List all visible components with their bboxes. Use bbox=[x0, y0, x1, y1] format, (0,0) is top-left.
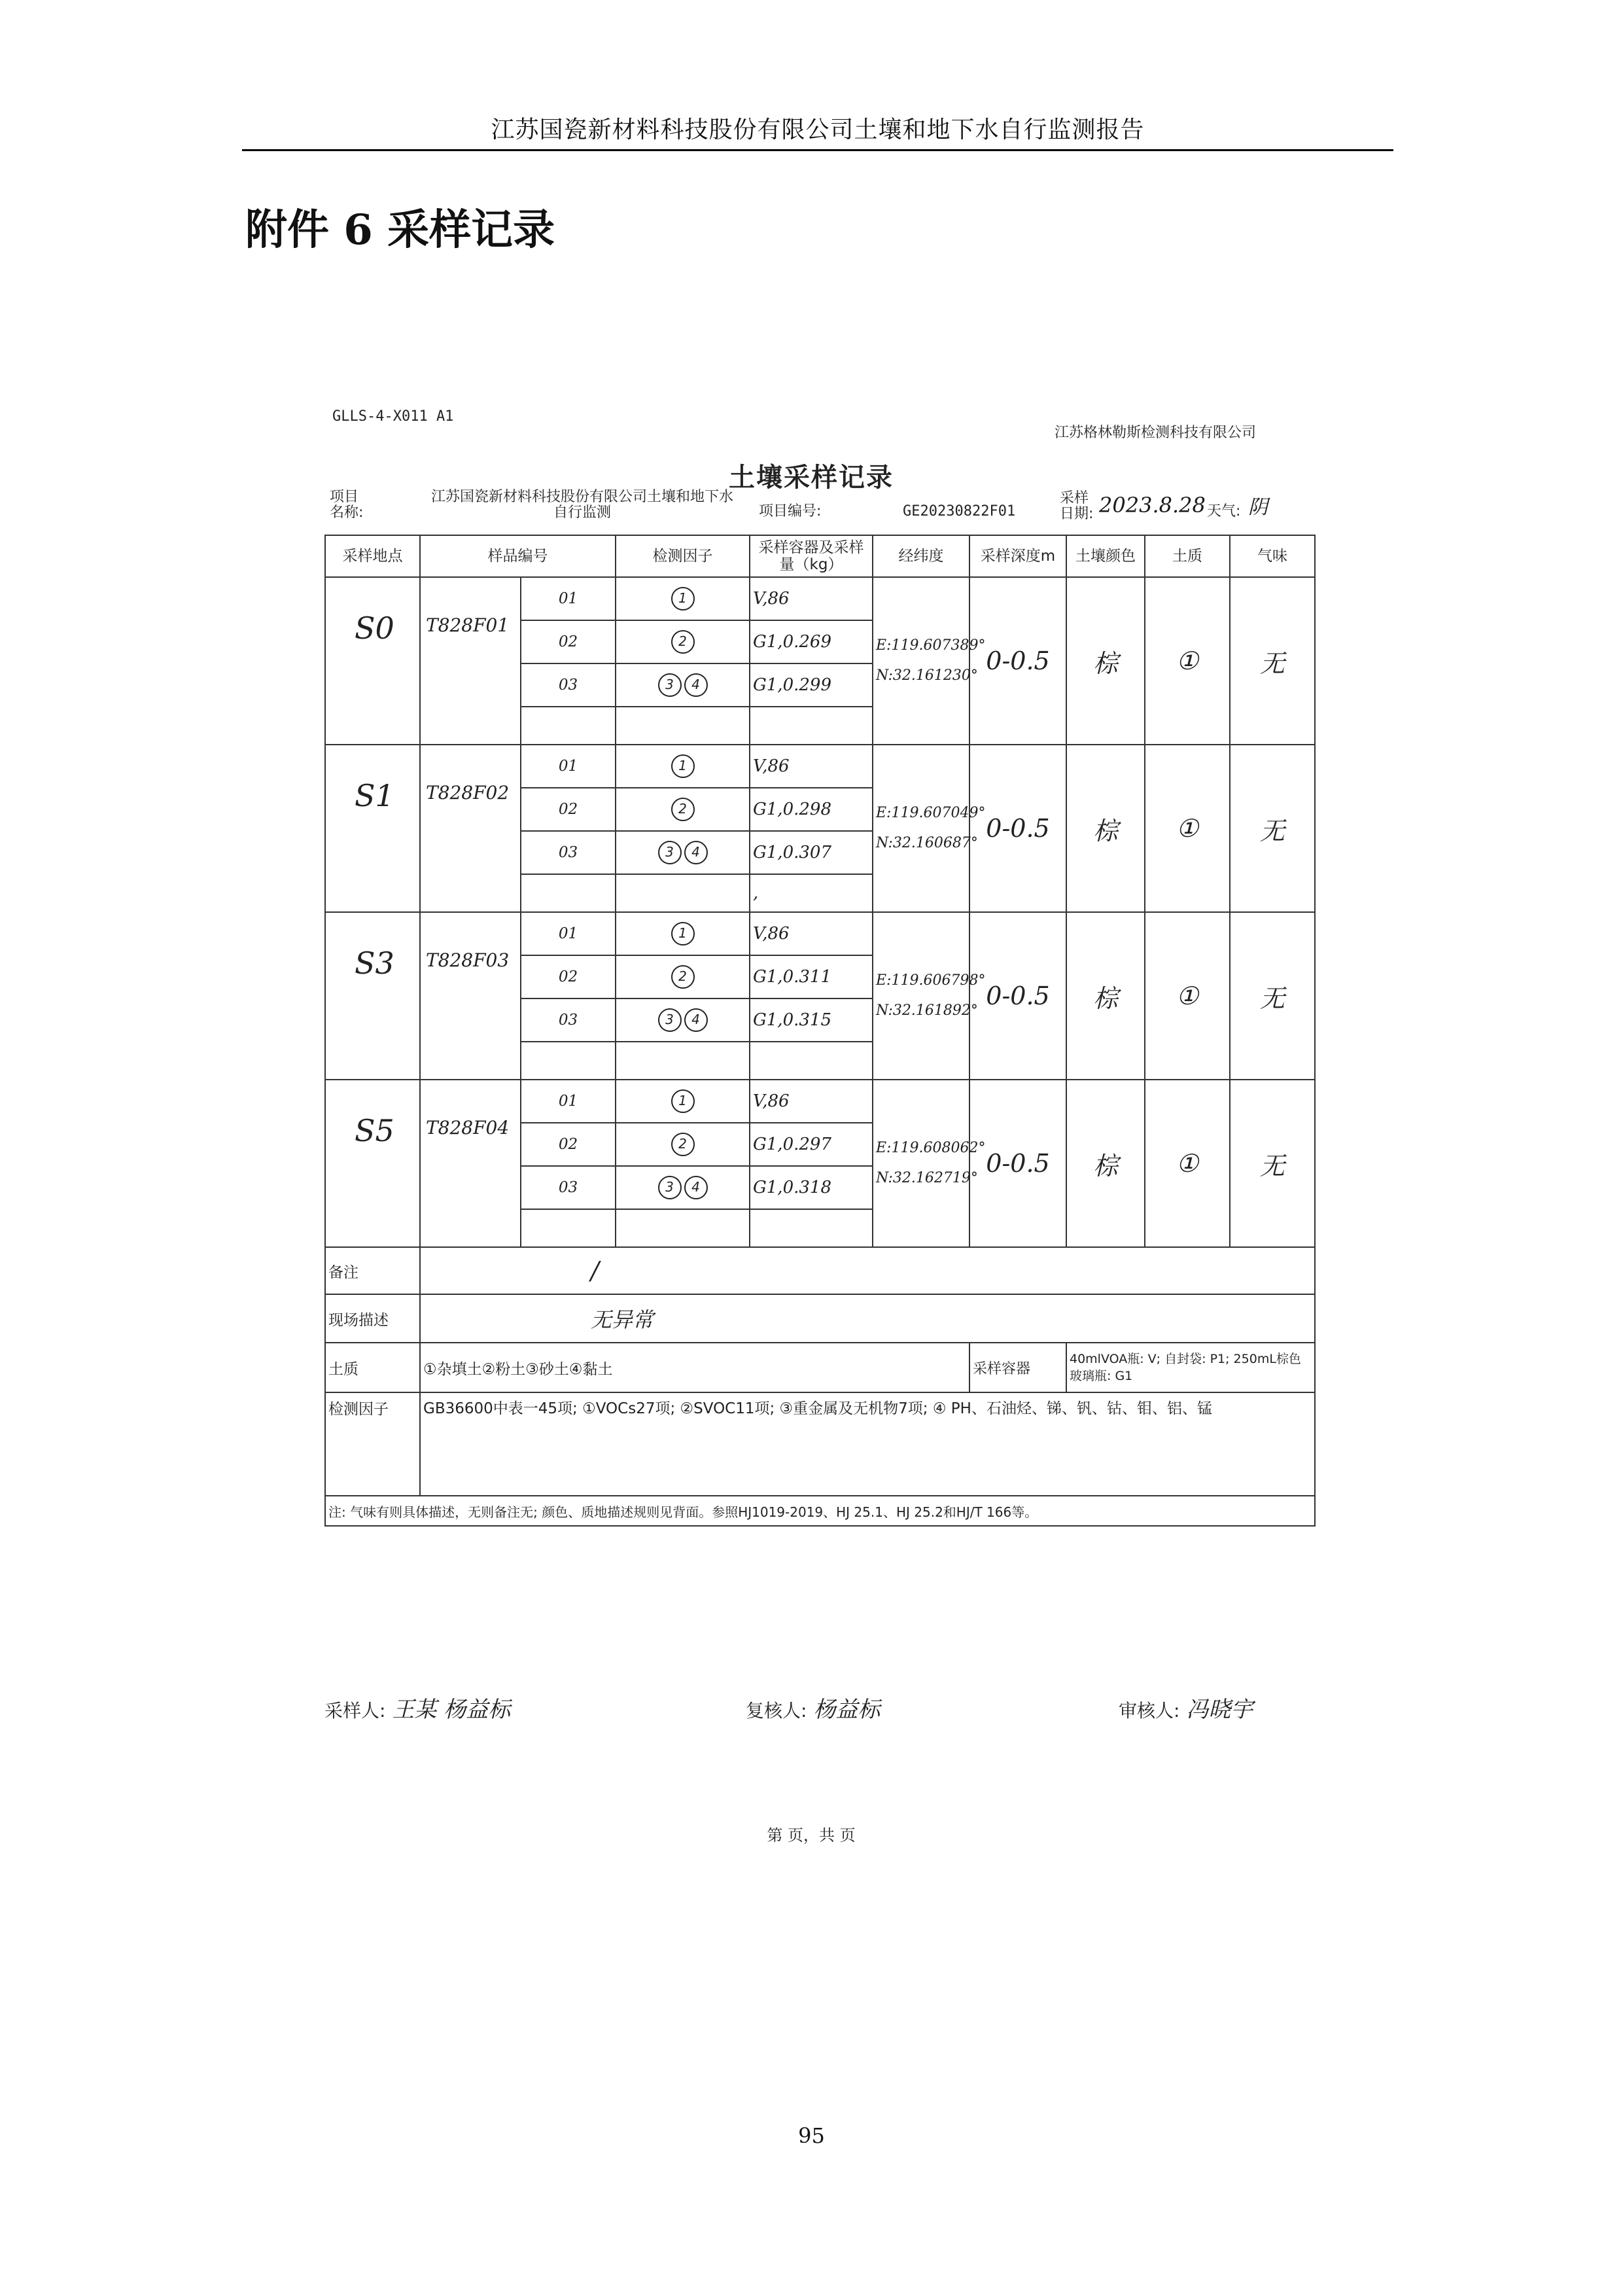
factor-cell bbox=[616, 1166, 750, 1209]
depth-cell: 0-0.5 bbox=[969, 912, 1066, 1080]
coords-cell bbox=[873, 577, 986, 745]
factor-circle: 4 bbox=[684, 1176, 708, 1199]
odor-cell: 无 bbox=[1230, 912, 1315, 1080]
container-cell: V,86 bbox=[750, 912, 873, 955]
coord-north: N:32.161892° bbox=[876, 1002, 978, 1019]
coord-east: E:119.607049° bbox=[876, 805, 986, 821]
factor-cell bbox=[616, 912, 750, 955]
sub-sample-no: 03 bbox=[521, 831, 616, 874]
container-cell: G1,0.298 bbox=[750, 788, 873, 831]
sub-sample-no: 02 bbox=[521, 788, 616, 831]
sub-sample-no bbox=[521, 1209, 616, 1247]
container-cell: G1,0.315 bbox=[750, 998, 873, 1042]
reviewer-label: 复核人: bbox=[746, 1700, 807, 1722]
form-note: 注: 气味有则具体描述，无则备注无; 颜色、质地描述规则见背面。参照HJ1019-2019、HJ 25.1、HJ 25.2和HJ/T 166等。 bbox=[325, 1496, 1315, 1526]
container-cell: G1,0.307 bbox=[750, 831, 873, 874]
coord-north: N:32.161230° bbox=[876, 667, 978, 684]
page-number: 95 bbox=[798, 2123, 825, 2148]
sub-sample-no: 01 bbox=[521, 577, 616, 620]
sub-sample-no: 02 bbox=[521, 1123, 616, 1166]
factor-circle: 3 bbox=[658, 841, 682, 864]
sample-id-cell: T828F01 bbox=[420, 577, 521, 745]
factor-value: GB36600中表一45项; ①VOCs27项; ②SVOC11项; ③重金属及无机物7项; ④ PH、石油烃、锑、钒、钴、钼、铝、锰 bbox=[420, 1392, 1315, 1496]
soil-cell: ① bbox=[1145, 912, 1230, 1080]
sampler-value: 王某 杨益标 bbox=[392, 1697, 511, 1723]
container-value: 40mlVOA瓶: V; 自封袋: P1; 250mL棕色玻璃瓶: G1 bbox=[1066, 1343, 1315, 1392]
sample-id-cell: T828F04 bbox=[420, 1080, 521, 1247]
remarks-label: 备注 bbox=[325, 1247, 420, 1294]
factor-cell bbox=[616, 1042, 750, 1080]
container-cell: G1,0.269 bbox=[750, 620, 873, 663]
container-cell: V,86 bbox=[750, 745, 873, 788]
coord-east: E:119.608062° bbox=[876, 1140, 986, 1156]
section-title: 附件 6 采样记录 bbox=[245, 205, 555, 255]
container-cell: V,86 bbox=[750, 577, 873, 620]
sampler-signature bbox=[324, 1691, 510, 1723]
soil-cell: ① bbox=[1145, 1080, 1230, 1247]
factor-cell bbox=[616, 831, 750, 874]
factor-cell bbox=[616, 998, 750, 1042]
container-label: 采样容器 bbox=[969, 1343, 1066, 1392]
sampling-body bbox=[324, 576, 1316, 1527]
odor-cell: 无 bbox=[1230, 1080, 1315, 1247]
factor-cell bbox=[616, 955, 750, 998]
header-odor: 气味 bbox=[1230, 535, 1315, 577]
factor-circle: 4 bbox=[684, 841, 708, 864]
sub-sample-no bbox=[521, 1042, 616, 1080]
factor-cell bbox=[616, 745, 750, 788]
coords-cell bbox=[873, 1080, 986, 1247]
header-factor: 检测因子 bbox=[616, 535, 750, 577]
sub-sample-no bbox=[521, 707, 616, 745]
factor-cell bbox=[616, 1209, 750, 1247]
factor-circle: 2 bbox=[671, 630, 695, 654]
container-cell: G1,0.299 bbox=[750, 663, 873, 707]
odor-cell: 无 bbox=[1230, 577, 1315, 745]
site-cell: S5 bbox=[325, 1080, 420, 1247]
remarks-row bbox=[325, 1247, 1315, 1294]
container-cell: , bbox=[750, 874, 873, 912]
sub-sample-no: 02 bbox=[521, 955, 616, 998]
container-cell: G1,0.297 bbox=[750, 1123, 873, 1166]
container-cell bbox=[750, 1042, 873, 1080]
factor-circle: 2 bbox=[671, 1133, 695, 1156]
header-coords: 经纬度 bbox=[873, 535, 969, 577]
reviewer-value: 杨益标 bbox=[813, 1697, 881, 1723]
factor-circle: 1 bbox=[671, 754, 695, 778]
site-cell: S1 bbox=[325, 745, 420, 912]
factor-circle: 3 bbox=[658, 1176, 682, 1199]
factor-cell bbox=[616, 707, 750, 745]
container-cell bbox=[750, 707, 873, 745]
factor-circle: 4 bbox=[684, 1008, 708, 1032]
factor-cell bbox=[616, 1123, 750, 1166]
soil-cell: ① bbox=[1145, 745, 1230, 912]
table-row bbox=[325, 912, 1315, 955]
project-name-label: 项目 名称: bbox=[330, 489, 364, 521]
table-header-row bbox=[325, 535, 1315, 577]
factor-circle: 4 bbox=[684, 673, 708, 697]
soil-type-label: 土质 bbox=[325, 1343, 420, 1392]
soil-type-row bbox=[325, 1343, 1315, 1392]
page-header: 江苏国瓷新材料科技股份有限公司土壤和地下水自行监测报告 bbox=[491, 116, 1145, 143]
soil-cell: ① bbox=[1145, 577, 1230, 745]
site-cell: S0 bbox=[325, 577, 420, 745]
sample-id-cell: T828F03 bbox=[420, 912, 521, 1080]
factor-circle: 3 bbox=[658, 1008, 682, 1032]
site-desc-value: 无异常 bbox=[420, 1294, 1315, 1343]
form-title: 土壤采样记录 bbox=[729, 463, 894, 493]
factor-cell bbox=[616, 577, 750, 620]
container-cell: G1,0.311 bbox=[750, 955, 873, 998]
factor-circle: 1 bbox=[671, 922, 695, 945]
color-cell: 棕 bbox=[1066, 912, 1145, 1080]
project-no-label: 项目编号: bbox=[759, 503, 822, 520]
auditor-signature bbox=[1119, 1691, 1253, 1723]
container-cell: V,86 bbox=[750, 1080, 873, 1123]
color-cell: 棕 bbox=[1066, 745, 1145, 912]
site-desc-row bbox=[325, 1294, 1315, 1343]
note-row bbox=[325, 1496, 1315, 1526]
factor-cell bbox=[616, 788, 750, 831]
depth-cell: 0-0.5 bbox=[969, 745, 1066, 912]
weather-label: 天气: bbox=[1207, 503, 1241, 520]
odor-cell: 无 bbox=[1230, 745, 1315, 912]
sub-sample-no: 02 bbox=[521, 620, 616, 663]
factor-label: 检测因子 bbox=[325, 1392, 420, 1496]
site-desc-label: 现场描述 bbox=[325, 1294, 420, 1343]
container-cell bbox=[750, 1209, 873, 1247]
factor-row bbox=[325, 1392, 1315, 1496]
sub-sample-no: 03 bbox=[521, 1166, 616, 1209]
header-container: 采样容器及采样量（kg） bbox=[750, 535, 873, 577]
factor-cell bbox=[616, 1080, 750, 1123]
sampling-date-label: 采样 日期: bbox=[1060, 490, 1094, 522]
sampling-date: 2023.8.28 bbox=[1099, 493, 1206, 518]
site-cell: S3 bbox=[325, 912, 420, 1080]
sub-sample-no: 01 bbox=[521, 1080, 616, 1123]
factor-circle: 1 bbox=[671, 1089, 695, 1113]
table-row bbox=[325, 1080, 1315, 1123]
factor-circle: 2 bbox=[671, 965, 695, 989]
sampler-label: 采样人: bbox=[324, 1700, 386, 1722]
project-name: 江苏国瓷新材料科技股份有限公司土壤和地下水自行监测 bbox=[430, 489, 733, 521]
soil-type-value: ①杂填土②粉土③砂土④黏土 bbox=[420, 1343, 969, 1392]
color-cell: 棕 bbox=[1066, 577, 1145, 745]
coord-east: E:119.606798° bbox=[876, 972, 986, 989]
auditor-value: 冯晓宇 bbox=[1186, 1697, 1253, 1723]
container-cell: G1,0.318 bbox=[750, 1166, 873, 1209]
header-color: 土壤颜色 bbox=[1066, 535, 1145, 577]
auditor-label: 审核人: bbox=[1119, 1700, 1180, 1722]
remarks-value: / bbox=[420, 1247, 1315, 1294]
coord-north: N:32.160687° bbox=[876, 835, 978, 851]
sub-sample-no: 03 bbox=[521, 663, 616, 707]
reviewer-signature bbox=[746, 1691, 880, 1723]
header-site: 采样地点 bbox=[325, 535, 420, 577]
table-row bbox=[325, 745, 1315, 788]
color-cell: 棕 bbox=[1066, 1080, 1145, 1247]
sample-id-cell: T828F02 bbox=[420, 745, 521, 912]
depth-cell: 0-0.5 bbox=[969, 1080, 1066, 1247]
sub-sample-no: 03 bbox=[521, 998, 616, 1042]
table-row bbox=[325, 577, 1315, 620]
form-code: GLLS-4-X011 A1 bbox=[332, 408, 454, 425]
coord-north: N:32.162719° bbox=[876, 1170, 978, 1186]
header-rule bbox=[242, 149, 1393, 151]
header-depth: 采样深度m bbox=[969, 535, 1066, 577]
factor-circle: 3 bbox=[658, 673, 682, 697]
header-sample-no: 样品编号 bbox=[420, 535, 616, 577]
factor-cell bbox=[616, 874, 750, 912]
factor-cell bbox=[616, 663, 750, 707]
sampling-record-scan bbox=[314, 399, 1308, 1845]
factor-cell bbox=[616, 620, 750, 663]
factor-circle: 1 bbox=[671, 587, 695, 610]
depth-cell: 0-0.5 bbox=[969, 577, 1066, 745]
factor-circle: 2 bbox=[671, 798, 695, 821]
coords-cell bbox=[873, 745, 986, 912]
sub-sample-no: 01 bbox=[521, 745, 616, 788]
weather: 阴 bbox=[1248, 496, 1268, 519]
header-soil: 土质 bbox=[1145, 535, 1230, 577]
form-footer-pages: 第 页，共 页 bbox=[767, 1826, 856, 1845]
sub-sample-no bbox=[521, 874, 616, 912]
form-company: 江苏格林勒斯检测科技有限公司 bbox=[1054, 425, 1256, 441]
sampling-table bbox=[324, 535, 1316, 578]
coord-east: E:119.607389° bbox=[876, 637, 986, 654]
project-no: GE20230822F01 bbox=[903, 503, 1016, 520]
coords-cell bbox=[873, 912, 986, 1080]
sub-sample-no: 01 bbox=[521, 912, 616, 955]
